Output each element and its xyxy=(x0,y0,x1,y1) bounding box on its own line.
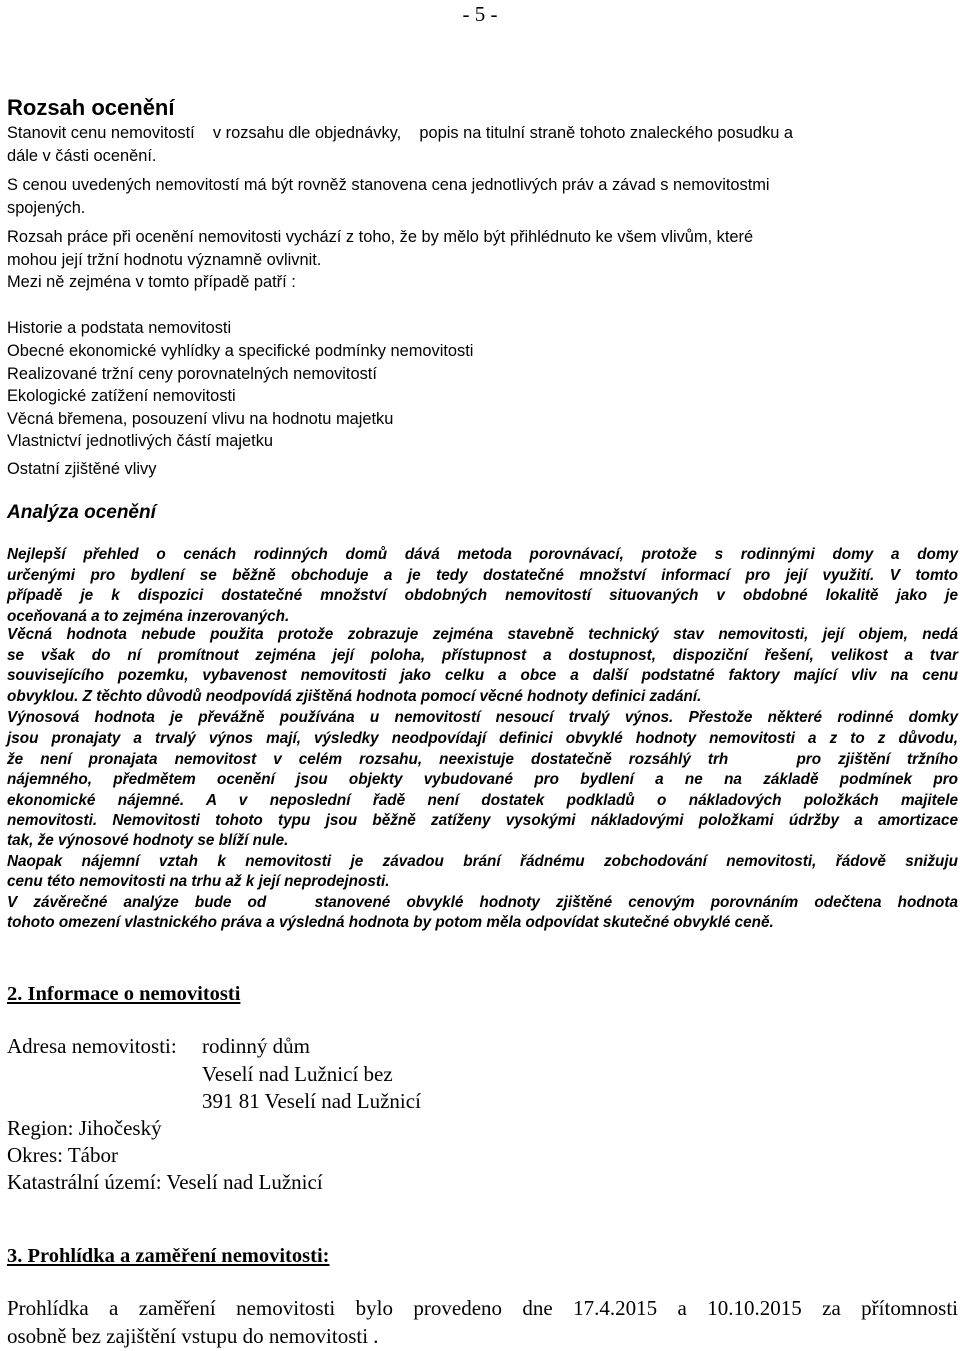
section-heading-prohlidka: 3. Prohlídka a zaměření nemovitosti: xyxy=(7,1245,330,1267)
okres-line: Okres: Tábor xyxy=(7,1143,118,1167)
paragraph-line: jsou pronajaty a trvalý výnos mají, výsledky neodpovídají definici obvyklé hodnoty nemovitosti a z to z důvodu, xyxy=(7,730,958,747)
paragraph-line: Naopak nájemní vztah k nemovitosti je závadou brání řádnému zobchodování nemovitosti, řádově snižuju xyxy=(7,853,958,870)
section-heading-rozsah: Rozsah ocenění xyxy=(7,95,175,120)
paragraph-line: Nejlepší přehled o cenách rodinných domů dává metoda porovnávací, protože s rodinnými domy a domy xyxy=(7,546,958,563)
paragraph-line: spojených. xyxy=(7,199,86,217)
paragraph-line: dále v části ocenění. xyxy=(7,147,157,165)
katastr-line: Katastrální území: Veselí nad Lužnicí xyxy=(7,1170,323,1194)
paragraph-line: Prohlídka a zaměření nemovitosti bylo provedeno dne 17.4.2015 a 10.10.2015 za přítomnosti xyxy=(7,1296,958,1320)
paragraph-line: tak, že výnosové hodnoty se blíží nule. xyxy=(7,832,289,849)
address-line: rodinný dům xyxy=(202,1034,310,1058)
paragraph-line: mohou její tržní hodnotu významně ovlivnit. xyxy=(7,251,322,269)
paragraph-line: souvisejícího pozemku, vybavenost nemovitosti jako celku a obce a další podstatné faktory mající vliv na cenu xyxy=(7,667,958,684)
address-line: Veselí nad Lužnicí bez xyxy=(202,1062,393,1086)
paragraph-line: nemovitosti. Nemovitosti tohoto typu jsou běžně zatíženy vysokými nákladovými položkami údržby a amortizace xyxy=(7,812,958,829)
paragraph-line: tohoto omezení vlastnického práva a výsledná hodnota by potom měla odpovídat skutečné obvyklé ceně. xyxy=(7,914,774,931)
paragraph-line: cenu této nemovitosti na trhu až k její neprodejnosti. xyxy=(7,873,390,890)
region-line: Region: Jihočeský xyxy=(7,1116,162,1140)
list-item: Historie a podstata nemovitosti xyxy=(7,319,232,337)
paragraph-line: nájemného, předmětem ocenění jsou objekty vybudované pro bydlení a ne na základě podmínek pro xyxy=(7,771,958,788)
list-item: Ostatní zjištěné vlivy xyxy=(7,460,157,478)
paragraph-line: Rozsah práce při ocenění nemovitosti vychází z toho, že by mělo být přihlédnuto ke všem vlivům, které xyxy=(7,228,754,246)
page-number: - 5 - xyxy=(462,2,498,26)
paragraph-line: S cenou uvedených nemovitostí má být rovněž stanovena cena jednotlivých práv a závad s nemovitostmi xyxy=(7,176,770,194)
list-item: Realizované tržní ceny porovnatelných nemovitostí xyxy=(7,365,377,383)
paragraph-line: Věcná hodnota nebude použita protože zobrazuje zejména stavebně technický stav nemovitosti, její objem, nedá xyxy=(7,626,958,643)
address-label: Adresa nemovitosti: xyxy=(7,1034,177,1058)
section-heading-informace: 2. Informace o nemovitosti xyxy=(7,983,241,1005)
paragraph-line: že není pronajata nemovitost v celém rozsahu, neexistuje dostatečně rozsáhlý trh pro zjištění tržního xyxy=(7,751,958,768)
section-heading-analyza: Analýza ocenění xyxy=(7,502,156,523)
paragraph-line: Stanovit cenu nemovitostí v rozsahu dle objednávky, popis na titulní straně tohoto znaleckého posudku a xyxy=(7,124,794,142)
list-item: Vlastnictví jednotlivých částí majetku xyxy=(7,432,274,450)
list-item: Věcná břemena, posouzení vlivu na hodnotu majetku xyxy=(7,410,394,428)
address-line: 391 81 Veselí nad Lužnicí xyxy=(202,1089,421,1113)
paragraph-line: oceňovaná a to zejména inzerovaných. xyxy=(7,608,290,625)
paragraph-line: určenými pro bydlení se běžně obchoduje a je tedy dostatečné množství informací pro její využití. V tomto xyxy=(7,567,958,584)
paragraph-line: Mezi ně zejména v tomto případě patří : xyxy=(7,273,296,291)
paragraph-line: ekonomické nájemné. A v neposlední řadě není dostatek podkladů o nákladových položkách majitele xyxy=(7,792,958,809)
list-item: Ekologické zatížení nemovitosti xyxy=(7,387,236,405)
list-item: Obecné ekonomické vyhlídky a specifické podmínky nemovitosti xyxy=(7,342,474,360)
paragraph-line: případě je k dispozici dostatečné množství obdobných nemovitostí situovaných v obdobné lokalitě jako je xyxy=(7,587,958,604)
paragraph-line: osobně bez zajištění vstupu do nemovitosti . xyxy=(7,1324,379,1348)
paragraph-line: V závěrečné analýze bude od stanovené obvyklé hodnoty zjištěné cenovým porovnáním odečtena hodnota xyxy=(7,894,958,911)
paragraph-line: Výnosová hodnota je převážně používána u nemovitostí nesoucí trvalý výnos. Přestože některé rodinné domky xyxy=(7,709,958,726)
paragraph-line: obvyklou. Z těchto důvodů neodpovídá zjištěná hodnota pomocí věcné hodnoty definici zadání. xyxy=(7,688,702,705)
paragraph-line: se však do ní promítnout zejména její poloha, přístupnost a dostupnost, dispoziční řešení, velikost a tvar xyxy=(7,647,958,664)
